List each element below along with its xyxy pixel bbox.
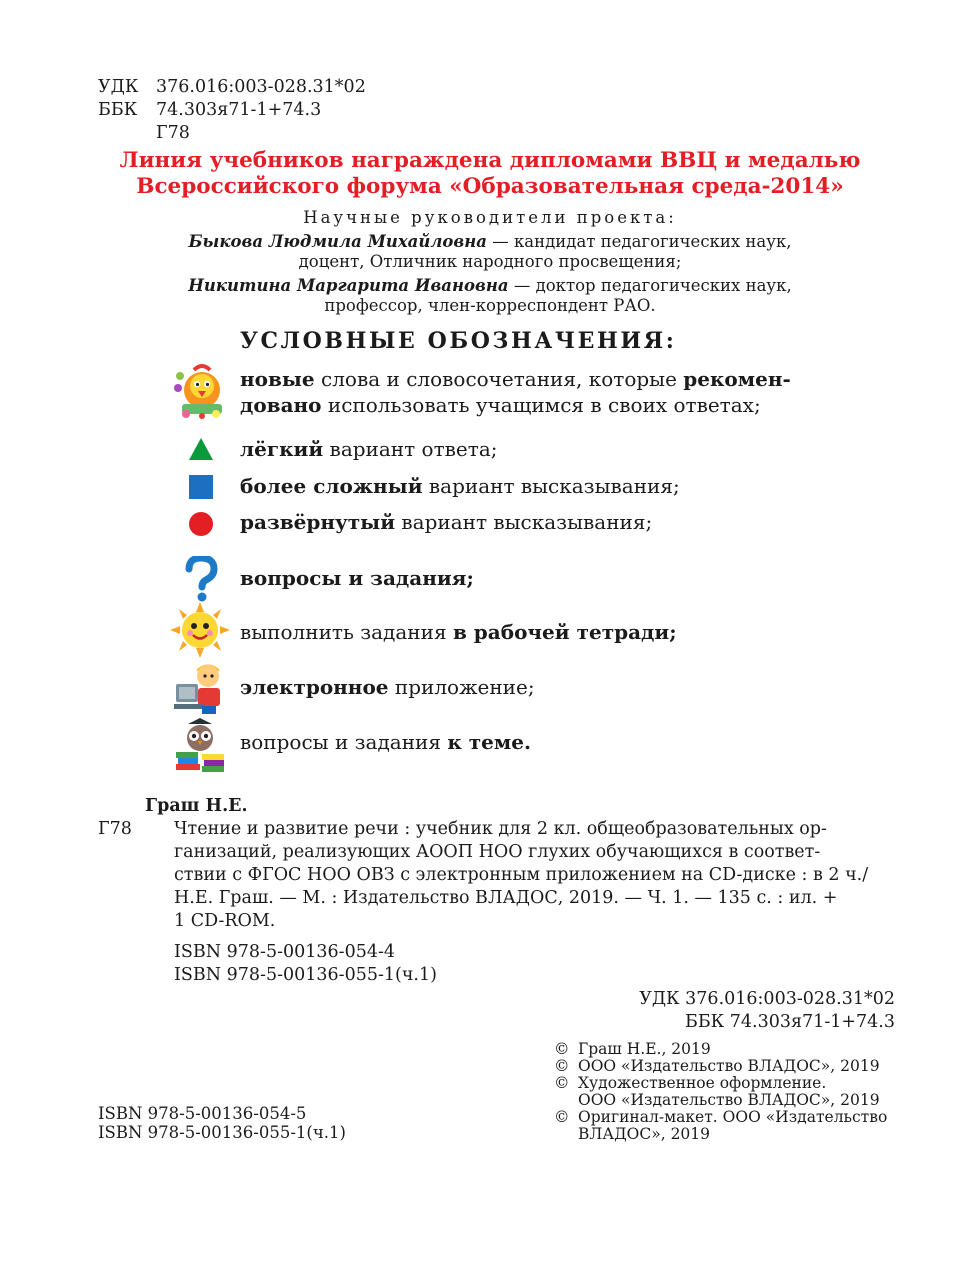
biblio-isbn-2: ISBN 978-5-00136-055-1(ч.1) <box>174 965 437 985</box>
legend-heading: УСЛОВНЫЕ ОБОЗНАЧЕНИЯ: <box>240 328 677 354</box>
bbk-label: ББК <box>98 100 138 120</box>
boy-at-computer-icon <box>172 660 228 716</box>
copyright-4: © Оригинал-макет. ООО «Издательство <box>554 1108 888 1126</box>
isbn-bottom <box>98 1104 346 1142</box>
biblio-author: Граш Н.Е. <box>145 796 248 816</box>
biblio-bbk-right: ББК 74.303я71-1+74.3 <box>684 1012 895 1032</box>
chick-with-flowers-icon <box>172 364 228 422</box>
copyright-2: © ООО «Издательство ВЛАДОС», 2019 <box>554 1057 880 1075</box>
biblio-line-4: Н.Е. Граш. — М. : Издательство ВЛАДОС, 2019. — Ч. 1. — 135 с. : ил. + <box>174 888 838 908</box>
copyright-3-cont: ООО «Издательство ВЛАДОС», 2019 <box>578 1091 880 1109</box>
legend-new-words-line-1: новые слова и словосочетания, которые рекомен- <box>240 367 791 391</box>
biblio-line-5: 1 CD-ROM. <box>174 911 276 931</box>
udk-row <box>98 76 366 99</box>
isbn-bottom-1: ISBN 978-5-00136-054-5 <box>98 1104 307 1123</box>
udk-label: УДК <box>98 77 139 97</box>
supervisor-1-line <box>60 232 920 252</box>
legend-new-words-line-2: довано использовать учащимся в своих ответах; <box>240 393 761 417</box>
biblio-line-1: Чтение и развитие речи : учебник для 2 кл. общеобразовательных ор- <box>174 819 827 839</box>
supervisor-1-name: Быкова Людмила Михайловна <box>188 232 487 251</box>
legend-harder: более сложный вариант высказывания; <box>240 474 680 498</box>
bbk-value: 74.303я71-1+74.3 <box>156 100 322 120</box>
udk-value: 376.016:003-028.31*02 <box>156 77 366 97</box>
copyright-1: © Граш Н.Е., 2019 <box>554 1040 711 1058</box>
supervisor-1-desc: — кандидат педагогических наук, <box>487 232 792 251</box>
biblio-line-3: ствии с ФГОС НОО ОВЗ с электронным приложением на CD-диске : в 2 ч./ <box>174 865 869 885</box>
copyright-3: © Художественное оформление. <box>554 1074 827 1092</box>
blue-square-icon <box>189 475 213 499</box>
legend-easy: лёгкий вариант ответа; <box>240 437 498 461</box>
supervisor-2-desc-2: профессор, член-корреспондент РАО. <box>324 296 656 315</box>
bbk-row <box>98 99 366 122</box>
legend-questions: вопросы и задания; <box>240 566 474 590</box>
supervisor-2-line <box>60 276 920 296</box>
legend-detailed: развёрнутый вариант высказывания; <box>240 510 653 534</box>
classification-block <box>98 76 366 145</box>
supervisor-1-desc-2: доцент, Отличник народного просвещения; <box>298 252 682 271</box>
biblio-line-2: ганизаций, реализующих АООП НОО глухих обучающихся в соответ- <box>174 842 821 862</box>
biblio-isbn-1: ISBN 978-5-00136-054-4 <box>174 942 396 962</box>
legend-topic: вопросы и задания к теме. <box>240 730 531 754</box>
author-mark-row <box>98 122 366 145</box>
green-triangle-icon <box>189 438 213 460</box>
supervisor-2-name: Никитина Маргарита Ивановна <box>188 276 509 295</box>
sun-face-icon <box>170 602 230 658</box>
legend-workbook: выполнить задания в рабочей тетради; <box>240 620 677 644</box>
biblio-mark: Г78 <box>98 819 132 839</box>
award-line-1: Линия учебников награждена дипломами ВВЦ и медалью <box>119 148 861 173</box>
red-circle-icon <box>188 511 214 537</box>
award-line-2: Всероссийского форума «Образовательная среда-2014» <box>136 174 844 199</box>
author-mark: Г78 <box>156 123 190 143</box>
isbn-bottom-2: ISBN 978-5-00136-055-1(ч.1) <box>98 1123 346 1142</box>
copyright-4-cont: ВЛАДОС», 2019 <box>578 1125 711 1143</box>
question-mark-icon <box>184 556 218 602</box>
supervisor-2-desc: — доктор педагогических наук, <box>508 276 792 295</box>
legend-electronic: электронное приложение; <box>240 675 535 699</box>
copyright-block <box>554 1041 887 1143</box>
biblio-udk-right: УДК 376.016:003-028.31*02 <box>639 989 895 1009</box>
owl-with-books-icon <box>172 716 228 776</box>
supervisors-heading: Научные руководители проекта: <box>303 208 677 227</box>
